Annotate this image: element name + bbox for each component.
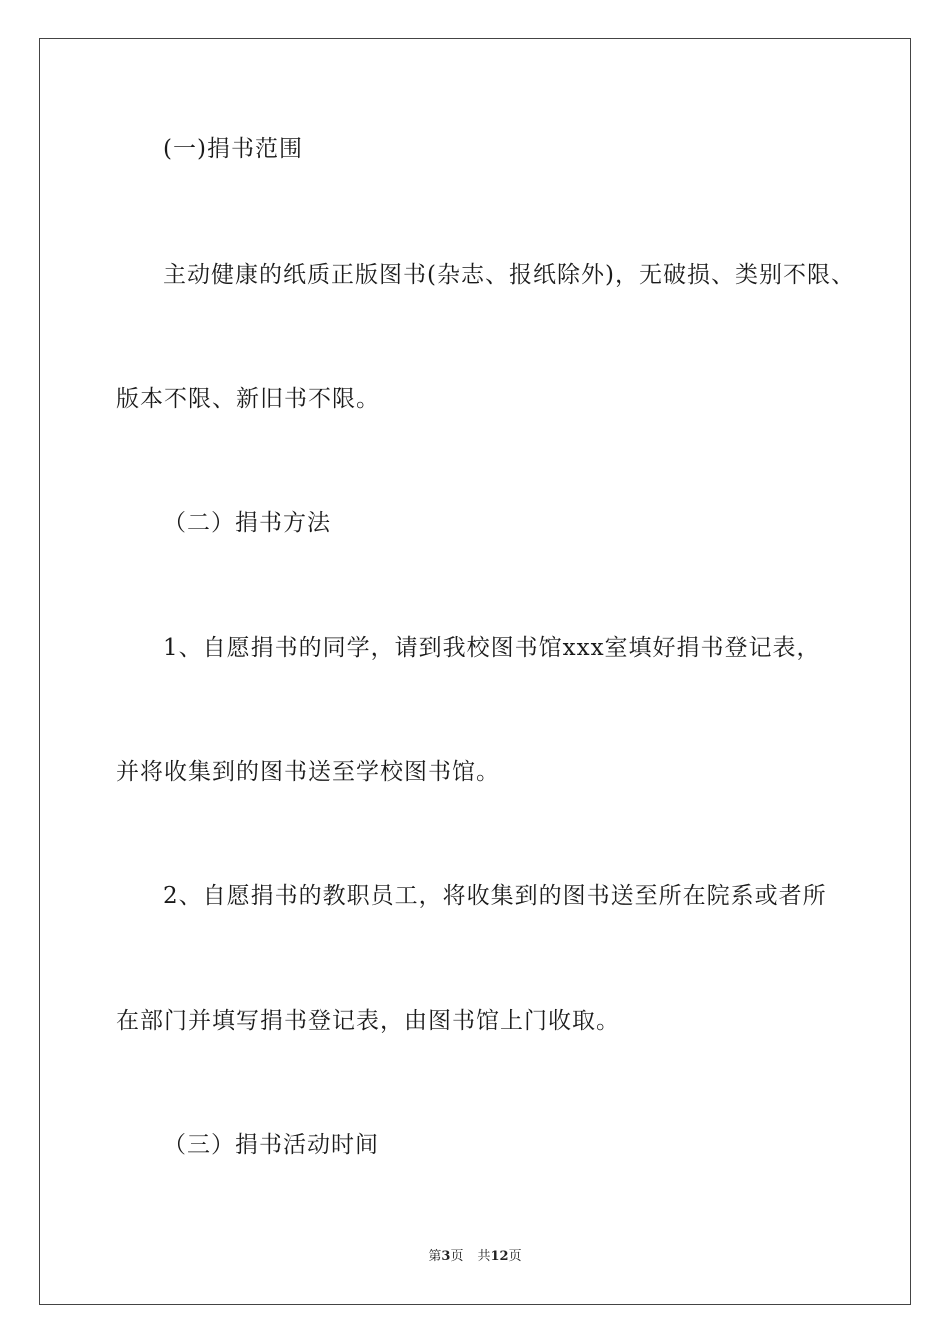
paragraph-line: 版本不限、新旧书不限。 [116, 386, 380, 412]
page-border [39, 38, 911, 1305]
total-page-count: 12 [490, 1249, 509, 1264]
section-heading-method: （二）捐书方法 [163, 510, 331, 536]
paragraph-line: 1、自愿捐书的同学，请到我校图书馆xxx室填好捐书登记表， [163, 635, 821, 661]
paragraph-line: 主动健康的纸质正版图书(杂志、报纸除外)，无破损、类别不限、 [163, 262, 855, 288]
paragraph-line: 并将收集到的图书送至学校图书馆。 [116, 759, 500, 785]
page-label-suffix: 页 [450, 1249, 464, 1264]
section-heading-time: （三）捐书活动时间 [163, 1132, 379, 1158]
total-label-suffix: 页 [508, 1249, 522, 1264]
total-label-prefix: 共 [477, 1249, 491, 1264]
section-heading-scope: (一)捐书范围 [163, 136, 303, 162]
paragraph-line: 2、自愿捐书的教职员工，将收集到的图书送至所在院系或者所 [163, 883, 827, 909]
page-footer [0, 1248, 950, 1266]
paragraph-line: 在部门并填写捐书登记表，由图书馆上门收取。 [116, 1008, 620, 1034]
current-page-number: 3 [441, 1249, 451, 1264]
page-label-prefix: 第 [428, 1249, 442, 1264]
